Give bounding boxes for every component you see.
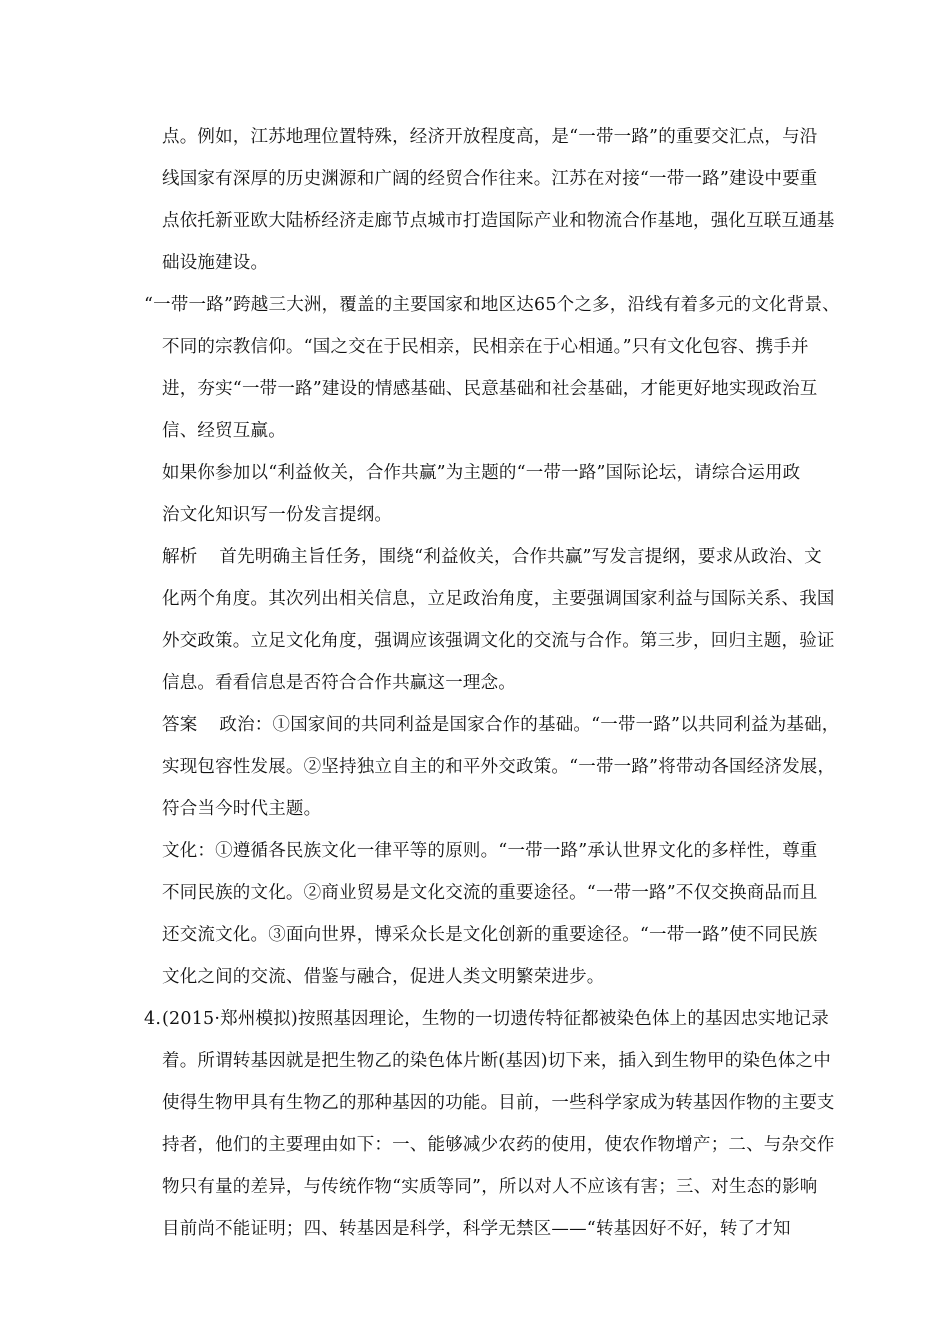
analysis-line: 信息。看看信息是否符合合作共赢这一理念。 — [162, 673, 516, 693]
question-line: 如果你参加以“利益攸关，合作共赢”为主题的“一带一路”国际论坛，请综合运用政 — [162, 463, 801, 483]
question4-line: 持者，他们的主要理由如下：一、能够减少农药的使用，使农作物增产；二、与杂交作 — [162, 1135, 835, 1155]
answer-line: 不同民族的文化。②商业贸易是文化交流的重要途径。“一带一路”不仅交换商品而且 — [162, 883, 818, 903]
paragraph-line: 信、经贸互赢。 — [162, 421, 286, 441]
question-line: 治文化知识写一份发言提纲。 — [162, 505, 393, 525]
analysis-line: 外交政策。立足文化角度，强调应该强调文化的交流与合作。第三步，回归主题，验证 — [162, 631, 835, 651]
question4-line: 物只有量的差异，与传统作物“实质等同”，所以对人不应该有害；三、对生态的影响 — [162, 1177, 818, 1197]
paragraph-line: 进，夯实“一带一路”建设的情感基础、民意基础和社会基础，才能更好地实现政治互 — [162, 379, 818, 399]
answer-line: 还交流文化。③面向世界，博采众长是文化创新的重要途径。“一带一路”使不同民族 — [162, 925, 818, 945]
analysis-line — [162, 545, 822, 569]
analysis-text: 首先明确主旨任务，围绕“利益攸关，合作共赢”写发言提纲，要求从政治、文 — [219, 547, 822, 567]
question-number: 4. — [144, 1009, 162, 1029]
question4-line: 使得生物甲具有生物乙的那种基因的功能。目前，一些科学家成为转基因作物的主要支 — [162, 1093, 835, 1113]
answer-line: 符合当今时代主题。 — [162, 799, 322, 819]
answer-label: 答案 — [162, 715, 198, 735]
paragraph-line: 点。例如，江苏地理位置特殊，经济开放程度高，是“一带一路”的重要交汇点，与沿 — [162, 127, 818, 147]
answer-line — [162, 713, 840, 737]
paragraph-line: 点依托新亚欧大陆桥经济走廊节点城市打造国际产业和物流合作基地，强化互联互通基 — [162, 211, 835, 231]
question4-line: (2015·郑州模拟)按照基因理论，生物的一切遗传特征都被染色体上的基因忠实地记录 — [162, 1009, 829, 1029]
paragraph-line: 线国家有深厚的历史渊源和广阔的经贸合作往来。江苏在对接“一带一路”建设中要重 — [162, 169, 818, 189]
answer-line: 文化：①遵循各民族文化一律平等的原则。“一带一路”承认世界文化的多样性，尊重 — [162, 841, 818, 861]
paragraph-line: “一带一路”跨越三大洲，覆盖的主要国家和地区达65个之多，沿线有着多元的文化背景、 — [144, 295, 840, 315]
paragraph-line: 不同的宗教信仰。“国之交在于民相亲，民相亲在于心相通。”只有文化包容、携手并 — [162, 337, 809, 357]
question4-line: 着。所谓转基因就是把生物乙的染色体片断(基因)切下来，插入到生物甲的染色体之中 — [162, 1051, 831, 1071]
answer-line: 文化之间的交流、借鉴与融合，促进人类文明繁荣进步。 — [162, 967, 605, 987]
question4-line: 目前尚不能证明；四、转基因是科学，科学无禁区——“转基因好不好，转了才知 — [162, 1219, 791, 1239]
answer-text: 政治：①国家间的共同利益是国家合作的基础。“一带一路”以共同利益为基础， — [219, 715, 840, 735]
paragraph-line: 础设施建设。 — [162, 253, 269, 273]
analysis-label: 解析 — [162, 547, 198, 567]
analysis-line: 化两个角度。其次列出相关信息，立足政治角度，主要强调国家利益与国际关系、我国 — [162, 589, 835, 609]
answer-line: 实现包容性发展。②坚持独立自主的和平外交政策。“一带一路”将带动各国经济发展， — [162, 757, 836, 777]
